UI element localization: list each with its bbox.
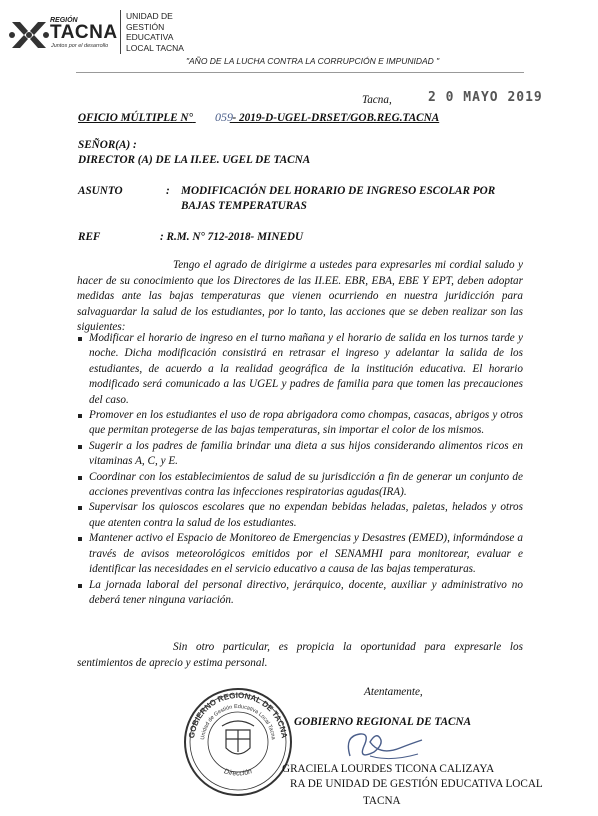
closing-paragraph (77, 640, 523, 671)
oficio-prefix: OFICIO MÚLTIPLE N° (78, 112, 193, 124)
seal-ring-top: GOBIERNO REGIONAL DE TACNA (187, 690, 289, 739)
list-item: La jornada laboral del personal directivo, jerárquico, docente, auxiliar y administrativo no deberá tener ninguna variación. (77, 578, 523, 609)
signature-org: GOBIERNO REGIONAL DE TACNA (294, 716, 472, 728)
year-motto: "AÑO DE LA LUCHA CONTRA LA CORRUPCIÓN E IMPUNIDAD " (186, 56, 440, 66)
official-seal-icon (182, 686, 294, 798)
list-item: Coordinar con los establecimientos de salud de su jurisdicción a fin de generar un conjunto de acciones preventivas contra las infecciones respiratorias agudas(IRA). (77, 470, 523, 501)
header-rule (76, 72, 524, 73)
seal-ring-bottom: Dirección (223, 768, 253, 778)
asunto-colon: : (166, 185, 170, 197)
unit-line: GESTIÓN (126, 21, 165, 32)
city-label: Tacna, (362, 94, 392, 106)
logo-tagline: Juntos por el desarrollo (51, 43, 109, 49)
ref-value: : R.M. N° 712-2018- MINEDU (160, 231, 304, 243)
list-item: Promover en los estudiantes el uso de ropa abrigadora como chompas, casacas, abrigos y otros que permitan protegerse de las bajas temperaturas, sin importar el color de los mismos. (77, 408, 523, 439)
ref-label: REF (78, 231, 101, 243)
unit-line: EDUCATIVA (126, 32, 174, 42)
valediction: Atentamente, (364, 686, 423, 698)
unit-line: LOCAL TACNA (126, 42, 184, 53)
list-item: Sugerir a los padres de familia brindar una dieta a sus hijos considerando alimentos ricos en vitaminas A, C, y E. (77, 439, 523, 470)
oficio-number: 059 (215, 110, 233, 124)
svg-text:Dirección (223, 768, 253, 777)
logo-wordmark: TACNA (50, 22, 118, 43)
intro-text: Tengo el agrado de dirigirme a ustedes para expresarles mi cordial saludo y hacer de su conocimiento que los Directores de las II.EE. EBR, EBA, EBE Y EPT, deben adoptar medidas ante las bajas temperaturas que vienen ocurriendo en nuestra juridicción para salvaguardar la salud de los estudiantes, por lo tanto, las acciones que se deben realizar son las siguientes: (77, 259, 523, 334)
intro-paragraph (77, 258, 523, 336)
list-item: Modificar el horario de ingreso en el turno mañana y el horario de salida en los turnos tarde y noche. Dicha modificación consistirá en retrasar el ingreso y adelantar la salida de los estudiantes, de acuerdo a la realidad geográfica de la institución educativa. El horario modificado será comunicado a las UGEL y padres de familia para que tomen las precauciones del caso. (77, 331, 523, 408)
measures-list (77, 331, 523, 608)
asunto-label: ASUNTO (78, 185, 123, 197)
unit-line: UNIDAD DE (126, 11, 173, 21)
unit-name-block (126, 11, 226, 53)
closing-text: Sin otro particular, es propicia la oportunidad para expresarle los sentimientos de aprecio y estima personal. (77, 641, 523, 669)
date-stamp: 2 0 MAYO 2019 (428, 90, 543, 105)
signatory-title: RA DE UNIDAD DE GESTIÓN EDUCATIVA LOCAL (290, 778, 543, 790)
oficio-heading (78, 112, 439, 124)
seal-ring-inner: Unidad de Gestión Educativa Local Tacna (200, 703, 276, 741)
signatory-name: GRACIELA LOURDES TICONA CALIZAYA (282, 763, 495, 775)
handwritten-signature-icon (340, 726, 430, 766)
list-item: Mantener activo el Espacio de Monitoreo de Emergencias y Desastres (EMED), informándose a través de avisos meteorológicos emitidos por el SENAMHI para monitorear, evaluar e identificar las necesidades en el servicio educativo a causa de las bajas temperaturas. (77, 531, 523, 577)
asunto-line-2: BAJAS TEMPERATURAS (181, 200, 307, 212)
salutation: SEÑOR(A) : (78, 139, 137, 151)
recipient: DIRECTOR (A) DE LA II.EE. UGEL DE TACNA (78, 154, 311, 166)
signatory-place: TACNA (363, 795, 401, 807)
list-item: Supervisar los quioscos escolares que no expendan bebidas heladas, paletas, helados y otros que atenten contra la salud de los estudiantes. (77, 500, 523, 531)
tacna-logo-icon (8, 18, 50, 52)
logo-region-label: REGIÓN (50, 17, 78, 24)
asunto-line-1: MODIFICACIÓN DEL HORARIO DE INGRESO ESCOLAR POR (181, 185, 496, 197)
oficio-suffix: - 2019-D-UGEL-DRSET/GOB.REG.TACNA (232, 112, 440, 124)
header-divider (120, 10, 121, 54)
